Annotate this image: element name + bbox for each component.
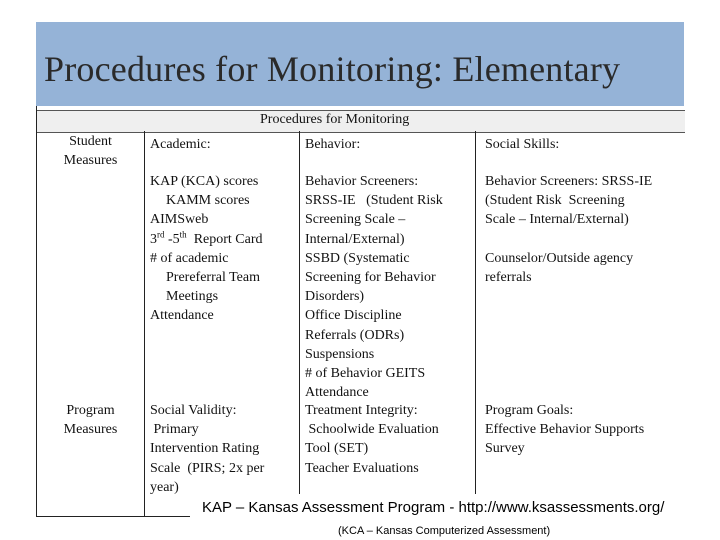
cell-line: AIMSweb [150, 212, 209, 228]
cell-line: Behavior Screeners: [305, 174, 419, 189]
spanning-header: Procedures for Monitoring [260, 112, 410, 127]
cell-line: Treatment Integrity: [305, 403, 418, 418]
cell-line: KAP (KCA) scores [150, 174, 259, 189]
cell-line: Behavior Screeners: SRSS-IE [485, 174, 653, 189]
cell-line: Referrals (ODRs) [305, 327, 405, 343]
cell-line: Disorders) [305, 289, 365, 305]
cell-line: Counselor/Outside agency [485, 250, 634, 266]
column-header-social-skills: Social Skills: [485, 137, 560, 152]
cell-line: SSBD (Systematic [305, 250, 410, 266]
student-social-cell [485, 172, 652, 287]
cell-line: Survey [485, 441, 525, 457]
footer-kap-link[interactable]: KAP – Kansas Assessment Program - http://www.ksassessments.org/ [202, 499, 665, 516]
footer-box [190, 494, 700, 540]
cell-line: Tool (SET) [305, 441, 369, 457]
cell-line: Attendance [305, 385, 369, 401]
cell-line: Social Validity: [150, 403, 237, 418]
cell-line: Attendance [150, 308, 214, 324]
student-behavior-cell [305, 172, 443, 402]
cell-line: Teacher Evaluations [305, 460, 419, 476]
cell-line: Schoolwide Evaluation [305, 422, 439, 438]
cell-line: Office Discipline [305, 308, 402, 324]
column-header-academic: Academic: [150, 137, 211, 152]
monitoring-table [36, 106, 685, 517]
column-header-behavior: Behavior: [305, 137, 361, 152]
report-pre: 3 [150, 231, 157, 247]
spacer-line [485, 230, 652, 249]
program-social-cell [485, 401, 644, 459]
slide-title: Procedures for Monitoring: Elementary [44, 49, 621, 89]
report-sup-th: th [179, 228, 187, 239]
title-band [36, 22, 684, 106]
row-header-line: Measures [63, 422, 118, 438]
cell-line: referrals [485, 270, 532, 286]
row-header-line: Measures [63, 153, 118, 169]
cell-line: KAMM scores [166, 193, 250, 209]
report-post: Report Card [186, 231, 263, 247]
row-header-program-measures [37, 401, 144, 439]
cell-line: SRSS-IE (Student Risk [305, 193, 443, 209]
report-sup-rd: rd [157, 228, 165, 239]
column-divider-1 [144, 131, 145, 516]
report-mid: -5 [164, 231, 180, 247]
row-header-student-measures [37, 132, 144, 170]
cell-line: Prereferral Team [166, 270, 260, 286]
cell-line: Internal/External) [305, 231, 405, 247]
cell-line: Intervention Rating [150, 441, 260, 457]
cell-line: Program Goals: [485, 403, 574, 418]
cell-line: Primary [150, 422, 199, 438]
cell-line: Effective Behavior Supports [485, 422, 645, 438]
footer-kca-note: (KCA – Kansas Computerized Assessment) [338, 525, 551, 537]
column-divider-2 [299, 131, 300, 516]
cell-line: Meetings [166, 289, 219, 305]
cell-line: Screening for Behavior [305, 270, 436, 286]
cell-line: Scale – Internal/External) [485, 212, 629, 228]
cell-line: (Student Risk Screening [485, 193, 625, 209]
program-behavior-cell [305, 401, 439, 478]
report-card-line [150, 230, 263, 249]
cell-line: # of Behavior GEITS [305, 366, 426, 382]
cell-line: year) [150, 479, 179, 495]
student-academic-cell [150, 172, 263, 326]
row-header-line: Student [69, 134, 112, 149]
column-divider-3 [475, 131, 476, 516]
cell-line: Screening Scale – [305, 212, 406, 228]
cell-line: Scale (PIRS; 2x per [150, 460, 265, 476]
row-header-line: Program [66, 403, 115, 418]
cell-line: Suspensions [305, 346, 375, 362]
cell-line: # of academic [150, 250, 229, 266]
program-academic-cell [150, 401, 264, 497]
